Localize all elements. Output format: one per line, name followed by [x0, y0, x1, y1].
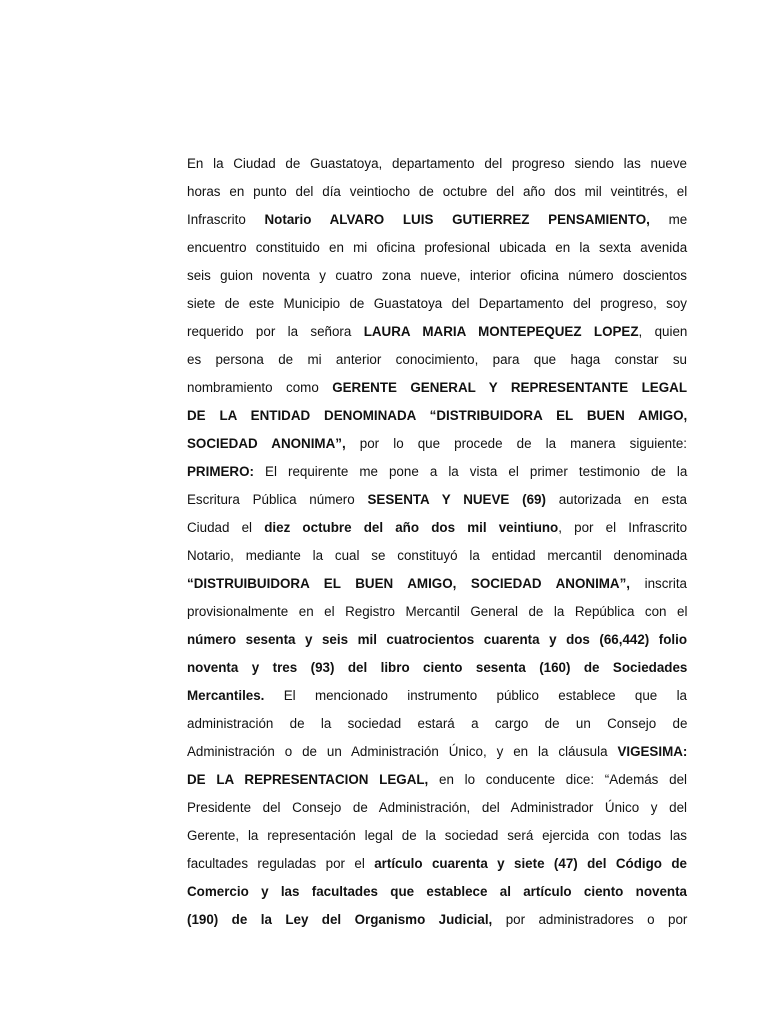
bold-text-segment: SOCIEDAD ANONIMA”,: [187, 436, 346, 451]
text-segment: es persona de mi anterior conocimiento, para que haga constar su: [187, 352, 687, 367]
text-segment: Administración o de un Administración Único, y en la cláusula: [187, 744, 618, 759]
text-segment: autorizada en esta: [545, 492, 687, 507]
text-line: [187, 682, 687, 710]
text-segment: por administradores o por: [492, 912, 688, 927]
text-segment: Presidente del Consejo de Administración, del Administrador Único y del: [187, 800, 687, 815]
text-segment: Ciudad el: [187, 520, 265, 535]
text-segment: en lo conducente dice: “Además del: [428, 772, 687, 787]
text-line: [187, 430, 687, 458]
bold-text-segment: DE LA REPRESENTACION LEGAL,: [187, 772, 429, 787]
text-line: [187, 822, 687, 850]
text-segment: me: [649, 212, 688, 227]
text-line: [187, 710, 687, 738]
text-line: [187, 738, 687, 766]
text-line: [187, 850, 687, 878]
document-body-text: [187, 150, 687, 934]
text-segment: requerido por la señora: [187, 324, 364, 339]
bold-text-segment: “DISTRUIBUIDORA EL BUEN AMIGO, SOCIEDAD ANONIMA”,: [187, 576, 631, 591]
text-segment: , quien: [638, 324, 688, 339]
text-line: [187, 374, 687, 402]
text-line: [187, 206, 687, 234]
bold-text-segment: SESENTA Y NUEVE (69): [367, 492, 546, 507]
text-line: [187, 598, 687, 626]
text-segment: por lo que procede de la manera siguiente:: [345, 436, 687, 451]
text-segment: Infrascrito: [187, 212, 265, 227]
bold-text-segment: DE LA ENTIDAD DENOMINADA “DISTRIBUIDORA EL BUEN AMIGO,: [187, 408, 688, 423]
bold-text-segment: número sesenta y seis mil cuatrocientos cuarenta y dos (66,442) folio: [187, 632, 688, 647]
text-line: [187, 486, 687, 514]
text-line: [187, 794, 687, 822]
bold-text-segment: Notario ALVARO LUIS GUTIERREZ PENSAMIENTO,: [264, 212, 650, 227]
text-segment: facultades reguladas por el: [187, 856, 375, 871]
text-segment: Gerente, la representación legal de la sociedad será ejercida con todas las: [187, 828, 687, 843]
bold-text-segment: LAURA MARIA MONTEPEQUEZ LOPEZ: [363, 324, 639, 339]
text-segment: En la Ciudad de Guastatoya, departamento del progreso siendo las nueve: [187, 156, 687, 171]
bold-text-segment: Mercantiles.: [187, 688, 265, 703]
bold-text-segment: artículo cuarenta y siete (47) del Código de: [374, 856, 687, 871]
text-segment: nombramiento como: [187, 380, 333, 395]
text-segment: encuentro constituido en mi oficina profesional ubicada en la sexta avenida: [187, 240, 688, 255]
text-line: [187, 458, 687, 486]
text-segment: Escritura Pública número: [187, 492, 368, 507]
text-line: [187, 178, 687, 206]
text-line: [187, 150, 687, 178]
text-line: [187, 878, 687, 906]
text-line: [187, 542, 687, 570]
text-line: [187, 262, 687, 290]
text-line: [187, 766, 687, 794]
bold-text-segment: noventa y tres (93) del libro ciento sesenta (160) de Sociedades: [187, 660, 688, 675]
text-line: [187, 626, 687, 654]
bold-text-segment: (190) de la Ley del Organismo Judicial,: [187, 912, 493, 927]
text-line: [187, 346, 687, 374]
bold-text-segment: diez octubre del año dos mil veintiuno: [264, 520, 559, 535]
text-segment: inscrita: [630, 576, 688, 591]
text-segment: El mencionado instrumento público establece que la: [264, 688, 687, 703]
text-line: [187, 234, 687, 262]
bold-text-segment: Comercio y las facultades que establece al artículo ciento noventa: [187, 884, 687, 899]
bold-text-segment: VIGESIMA:: [617, 744, 688, 759]
bold-text-segment: PRIMERO:: [187, 464, 254, 479]
bold-text-segment: GERENTE GENERAL Y REPRESENTANTE LEGAL: [332, 380, 687, 395]
text-segment: administración de la sociedad estará a cargo de un Consejo de: [187, 716, 688, 731]
text-segment: El requirente me pone a la vista el primer testimonio de la: [253, 464, 688, 479]
text-line: [187, 906, 687, 934]
text-segment: provisionalmente en el Registro Mercantil General de la República con el: [187, 604, 688, 619]
text-segment: horas en punto del día veintiocho de octubre del año dos mil veintitrés, el: [187, 184, 688, 199]
text-line: [187, 514, 687, 542]
text-line: [187, 570, 687, 598]
text-segment: Notario, mediante la cual se constituyó la entidad mercantil denominada: [187, 548, 688, 563]
text-segment: , por el Infrascrito: [558, 520, 688, 535]
text-segment: seis guion noventa y cuatro zona nueve, interior oficina número doscientos: [187, 268, 687, 283]
text-line: [187, 290, 687, 318]
text-line: [187, 654, 687, 682]
text-segment: siete de este Municipio de Guastatoya del Departamento del progreso, soy: [187, 296, 687, 311]
text-line: [187, 402, 687, 430]
text-line: [187, 318, 687, 346]
